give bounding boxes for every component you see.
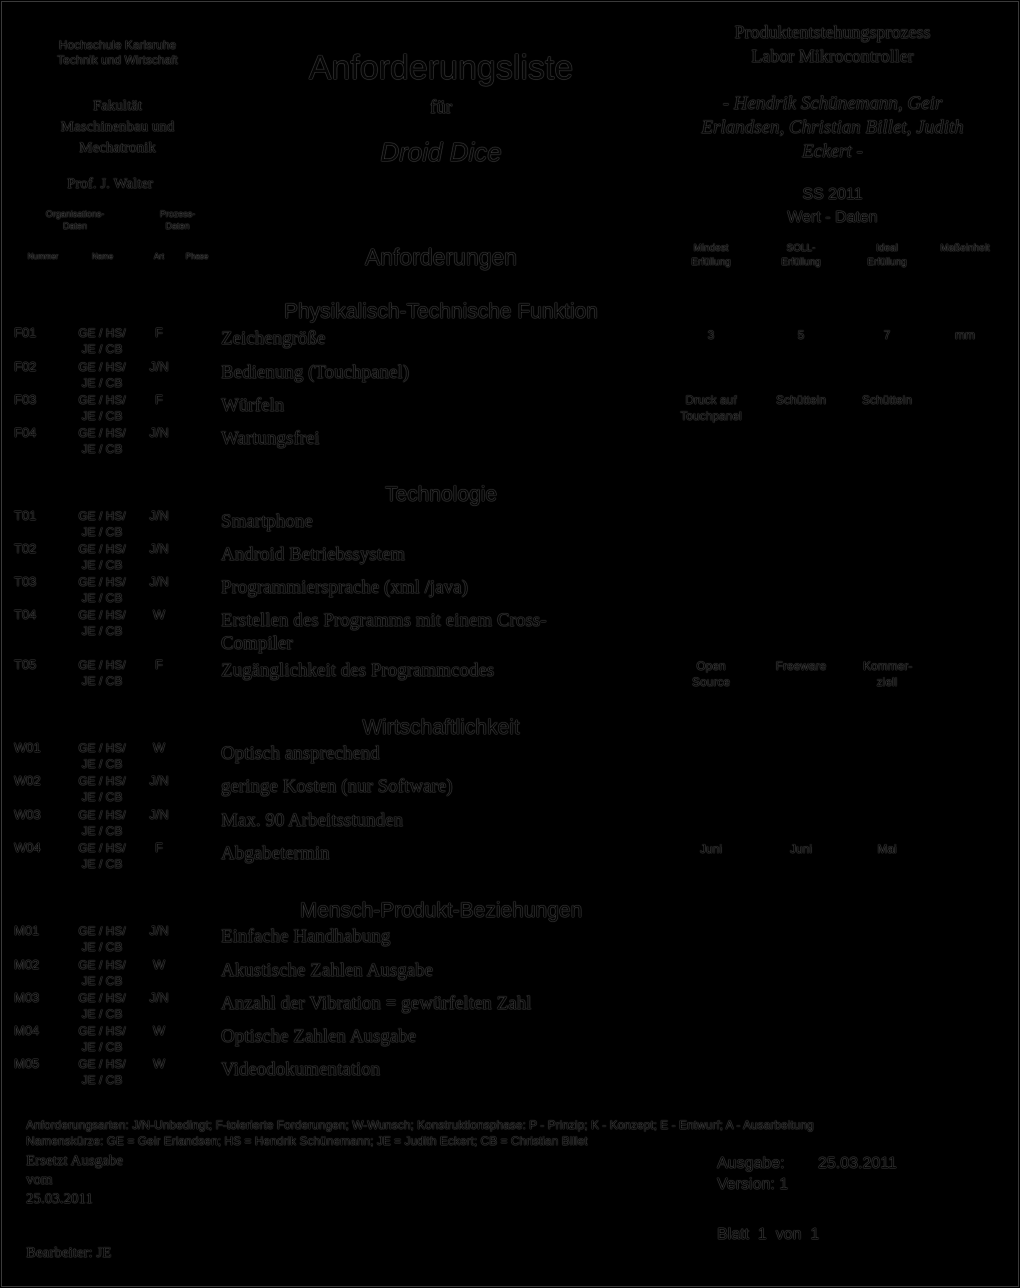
owner-line-2: JE / CB	[81, 790, 123, 804]
requirement-owner	[70, 392, 134, 424]
requirement-number: T01	[14, 508, 37, 523]
authors-line-1: - Hendrik Schünemann, Geir	[722, 93, 943, 114]
authors	[680, 92, 985, 164]
owner-line-1: GE / HS/	[78, 608, 126, 622]
requirement-owner	[70, 541, 134, 573]
requirement-text: Anzahl der Vibration = gewürfelten Zahl	[221, 993, 532, 1014]
requirement-row	[0, 657, 1020, 691]
requirement-text: Optische Zahlen Ausgabe	[221, 1026, 417, 1047]
replaces-line-3: 25.03.2011	[26, 1191, 93, 1207]
requirement-type: F	[155, 392, 163, 407]
requirement-number: M03	[14, 990, 40, 1005]
requirement-row	[0, 359, 1020, 393]
requirement-text: Einfache Handhabung	[221, 926, 391, 947]
owner-line-1: GE / HS/	[78, 509, 126, 523]
column-soll-fulfillment	[752, 242, 850, 270]
org-data-line-2: Daten	[62, 221, 88, 231]
replaces-line-1: Ersetzt Ausgabe	[26, 1153, 124, 1169]
requirement-type: J/N	[149, 990, 169, 1005]
requirement-text: Zeichengröße	[221, 328, 326, 349]
owner-line-2: JE / CB	[81, 757, 123, 771]
requirement-number: M04	[14, 1023, 40, 1038]
requirement-owner	[70, 325, 134, 357]
faculty-line-2: Maschinenbau und	[60, 119, 175, 135]
requirement-type: J/N	[149, 923, 169, 938]
ideal-line-2: Erfüllung	[867, 257, 907, 268]
requirements-heading: Anforderungen	[364, 244, 518, 270]
requirement-type: J/N	[149, 359, 169, 374]
owner-line-1: GE / HS/	[78, 426, 126, 440]
document-title: Anforderungsliste	[308, 49, 574, 87]
owner-line-2: JE / CB	[81, 409, 123, 423]
organisation-data-label	[30, 208, 120, 232]
university-line-1: Hochschule Karlsruhe	[58, 38, 177, 52]
requirement-row	[0, 574, 1020, 608]
column-ideal-fulfillment	[838, 242, 936, 270]
column-min-fulfillment	[665, 242, 757, 270]
authors-line-2: Erlandsen, Christian Billet, Judith	[701, 117, 964, 138]
owner-line-2: JE / CB	[81, 442, 123, 456]
owner-line-2: JE / CB	[81, 974, 123, 988]
owner-line-1: GE / HS/	[78, 1057, 126, 1071]
requirement-text: Erstellen des Programms mit einem Cross-Compiler	[221, 610, 547, 654]
requirement-type: J/N	[149, 425, 169, 440]
requirement-type: J/N	[149, 574, 169, 589]
replaces-line-2: vom	[26, 1172, 53, 1188]
owner-line-1: GE / HS/	[78, 808, 126, 822]
requirement-owner	[70, 990, 134, 1022]
owner-line-2: JE / CB	[81, 376, 123, 390]
owner-line-1: GE / HS/	[78, 542, 126, 556]
owner-line-1: GE / HS/	[78, 575, 126, 589]
requirement-number: W01	[14, 740, 41, 755]
requirement-type: J/N	[149, 773, 169, 788]
column-unit: Maßeinheit	[940, 243, 990, 254]
owner-line-1: GE / HS/	[78, 774, 126, 788]
min-value: Juni	[699, 842, 722, 856]
requirement-row	[0, 425, 1020, 459]
legend-names: Namenskürze: GE = Geir Erlandsen; HS = Hendrik Schünemann; JE = Judith Eckert; CB = Christian Billet	[26, 1134, 588, 1148]
requirement-owner	[70, 359, 134, 391]
requirement-type: J/N	[149, 508, 169, 523]
requirement-type: W	[152, 957, 166, 972]
soll-value: Schütteln	[775, 393, 827, 407]
ideal-value: Mai	[877, 842, 897, 856]
faculty-line-1: Fakultät	[92, 98, 143, 114]
unit-value: mm	[955, 328, 975, 342]
requirement-number: W02	[14, 773, 41, 788]
requirement-row	[0, 541, 1020, 575]
requirement-row	[0, 508, 1020, 542]
requirement-owner	[70, 425, 134, 457]
owner-line-1: GE / HS/	[78, 1024, 126, 1038]
value-data-label: Wert - Daten	[787, 209, 878, 226]
requirement-row	[0, 773, 1020, 807]
requirement-number: M01	[14, 923, 40, 938]
requirement-owner	[70, 1023, 134, 1055]
min-value: 3	[707, 328, 715, 342]
requirement-row	[0, 740, 1020, 774]
requirement-row	[0, 392, 1020, 426]
requirement-row	[0, 807, 1020, 841]
requirement-number: W03	[14, 807, 41, 822]
owner-line-2: JE / CB	[81, 857, 123, 871]
column-phase: Phase	[185, 252, 209, 261]
requirement-text: Optisch ansprechend	[221, 743, 380, 764]
requirement-row	[0, 325, 1020, 359]
requirement-text: Programmiersprache (xml /java)	[221, 577, 468, 598]
ideal-value: Kommer-ziell	[863, 659, 913, 689]
requirement-text: Android Betriebssystem	[221, 544, 406, 565]
legend-types: Anforderungsarten: J/N-Unbedingt; F-tolerierte Forderungen; W-Wunsch; Konstruktionsphase: P - Prinzip; K - Konzept; E - Entwurf; A - Ausarbeitung	[26, 1118, 814, 1132]
owner-line-1: GE / HS/	[78, 658, 126, 672]
requirement-owner	[70, 607, 134, 639]
requirement-owner	[70, 957, 134, 989]
editor: Bearbeiter: JE	[26, 1245, 112, 1261]
soll-line-1: SOLL-	[786, 243, 816, 254]
requirement-type: W	[152, 1056, 166, 1071]
requirement-number: F03	[14, 392, 37, 407]
sheet-number: Blatt 1 von 1	[717, 1226, 820, 1243]
requirement-text: geringe Kosten (nur Software)	[221, 776, 453, 797]
requirement-text: Videodokumentation	[221, 1059, 381, 1080]
issue-date: 25.03.2011	[818, 1155, 897, 1172]
university-name	[30, 38, 205, 68]
semester: SS 2011	[802, 186, 863, 203]
process-data-line-2: Daten	[165, 221, 190, 231]
authors-line-3: Eckert -	[802, 141, 863, 162]
ideal-line-1: Ideal	[876, 243, 898, 254]
column-nummer: Nummer	[27, 252, 59, 261]
faculty-line-3: Mechatronik	[79, 140, 156, 156]
requirement-owner	[70, 657, 134, 689]
owner-line-2: JE / CB	[81, 940, 123, 954]
requirement-text: Zugänglichkeit des Programmcodes	[221, 660, 495, 681]
soll-value: Freeware	[775, 659, 827, 673]
section-title-physical: Physikalisch-Technische Funktion	[284, 300, 598, 323]
requirement-number: T05	[14, 657, 37, 672]
faculty-name	[30, 96, 205, 159]
requirement-owner	[70, 840, 134, 872]
requirement-type: J/N	[149, 807, 169, 822]
requirement-type: W	[152, 607, 166, 622]
requirement-number: T03	[14, 574, 37, 589]
owner-line-2: JE / CB	[81, 1073, 123, 1087]
section-title-technology: Technologie	[384, 483, 498, 506]
requirement-owner	[70, 1056, 134, 1088]
section-title-human-product: Mensch-Produkt-Beziehungen	[299, 899, 583, 922]
replaces-issue	[26, 1152, 226, 1209]
ideal-value: 7	[883, 328, 891, 342]
requirement-owner	[70, 740, 134, 772]
requirement-row	[0, 1023, 1020, 1057]
section-title-economy: Wirtschaftlichkeit	[362, 716, 520, 739]
requirement-number: F01	[14, 325, 37, 340]
requirement-text: Akustische Zahlen Ausgabe	[221, 960, 434, 981]
process-line-2: Labor Mikrocontroller	[751, 46, 914, 66]
process-info	[680, 20, 985, 68]
requirement-type: F	[155, 840, 163, 855]
owner-line-2: JE / CB	[81, 558, 123, 572]
requirement-row	[0, 957, 1020, 991]
requirement-number: T02	[14, 541, 37, 556]
column-art: Art	[153, 252, 165, 261]
requirement-type: F	[155, 657, 163, 672]
process-line-1: Produktentstehungsprozess	[734, 22, 931, 42]
requirement-text: Smartphone	[221, 511, 313, 532]
min-value: Open Source	[691, 659, 731, 689]
product-name: Droid Dice	[380, 137, 502, 167]
issue-label: Ausgabe:	[717, 1155, 785, 1172]
requirement-number: F04	[14, 425, 37, 440]
requirement-owner	[70, 807, 134, 839]
owner-line-1: GE / HS/	[78, 741, 126, 755]
requirement-type: W	[152, 1023, 166, 1038]
column-name: Name	[91, 252, 114, 261]
org-data-line-1: Organisations-	[45, 209, 105, 219]
owner-line-1: GE / HS/	[78, 958, 126, 972]
requirement-owner	[70, 923, 134, 955]
requirement-owner	[70, 574, 134, 606]
requirement-owner	[70, 508, 134, 540]
owner-line-2: JE / CB	[81, 1007, 123, 1021]
owner-line-2: JE / CB	[81, 674, 123, 688]
requirement-row	[0, 1056, 1020, 1090]
requirement-text: Max. 90 Arbeitsstunden	[221, 810, 404, 831]
requirement-row	[0, 607, 1020, 655]
owner-line-1: GE / HS/	[78, 393, 126, 407]
owner-line-1: GE / HS/	[78, 360, 126, 374]
owner-line-2: JE / CB	[81, 525, 123, 539]
soll-line-2: Erfüllung	[781, 257, 821, 268]
soll-value: 5	[797, 328, 805, 342]
requirement-type: F	[155, 325, 163, 340]
owner-line-1: GE / HS/	[78, 991, 126, 1005]
process-data-label	[140, 208, 215, 232]
process-data-line-1: Prozess-	[159, 209, 196, 219]
requirement-text: Abgabetermin	[221, 843, 330, 864]
requirement-type: W	[152, 740, 166, 755]
requirement-type: J/N	[149, 541, 169, 556]
requirement-number: T04	[14, 607, 37, 622]
requirement-row	[0, 840, 1020, 874]
owner-line-1: GE / HS/	[78, 326, 126, 340]
owner-line-2: JE / CB	[81, 591, 123, 605]
requirement-number: M02	[14, 957, 40, 972]
owner-line-2: JE / CB	[81, 1040, 123, 1054]
owner-line-1: GE / HS/	[78, 924, 126, 938]
min-line-2: Erfüllung	[691, 257, 731, 268]
university-line-2: Technik und Wirtschaft	[57, 53, 178, 67]
version: Version: 1	[717, 1176, 789, 1193]
soll-value: Juni	[789, 842, 812, 856]
requirement-row	[0, 923, 1020, 957]
for-label: für	[429, 97, 453, 118]
owner-line-1: GE / HS/	[78, 841, 126, 855]
requirement-text: Bedienung (Touchpanel)	[221, 362, 410, 383]
requirement-number: F02	[14, 359, 37, 374]
requirement-number: M05	[14, 1056, 40, 1071]
owner-line-2: JE / CB	[81, 824, 123, 838]
ideal-value: Schütteln	[861, 393, 913, 407]
min-line-1: Mindest	[693, 243, 729, 254]
owner-line-2: JE / CB	[81, 342, 123, 356]
min-value: Druck auf Touchpanel	[680, 393, 742, 423]
requirement-number: W04	[14, 840, 41, 855]
requirement-owner	[70, 773, 134, 805]
owner-line-2: JE / CB	[81, 624, 123, 638]
requirement-text: Wartungsfrei	[221, 428, 320, 449]
requirement-row	[0, 990, 1020, 1024]
requirement-text: Würfeln	[221, 395, 285, 416]
professor-name: Prof. J. Walter	[66, 176, 153, 192]
